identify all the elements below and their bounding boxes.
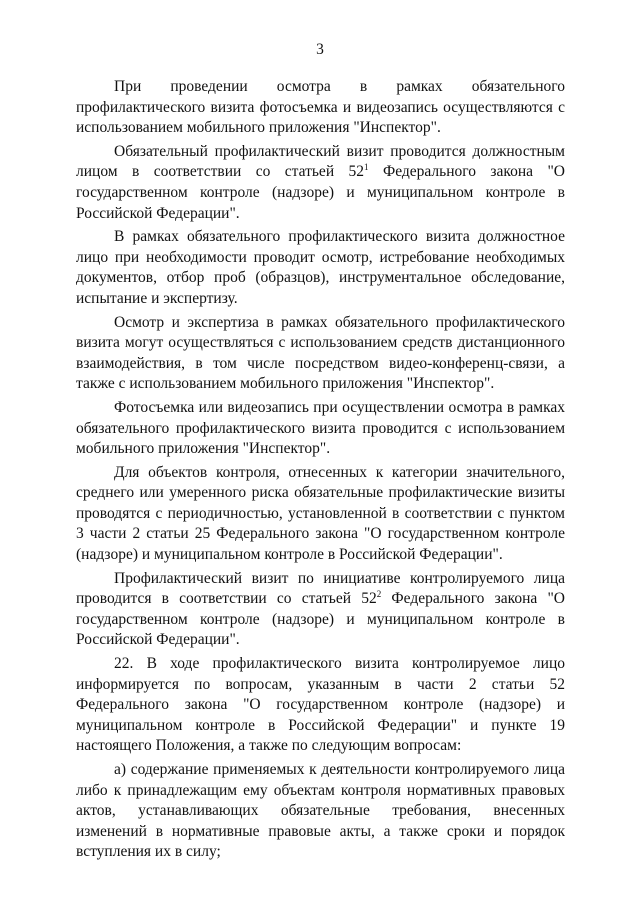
page-number: 3: [316, 41, 324, 58]
paragraph-visit-by-initiative: [76, 569, 565, 651]
paragraph-risk-category-periodicity: Для объектов контроля, отнесенных к категории значительного, среднего или умеренного риска обязательные профилактические визиты проводятся с периодичностью, установленной в соответствии с пунктом 3 части 2 статьи 25 Федерального закона "О государственном контроле (надзоре) и муниципальном контроле в Российской Федерации".: [76, 463, 565, 564]
paragraph-text-part: Профилактический визит по инициативе контролируемого лица проводится в соответствии со статьей 52: [76, 569, 565, 608]
paragraph-subitem-a: а) содержание применяемых к деятельности контролируемого лица либо к принадлежащим ему объектам контроля нормативных правовых актов, устанавливающих обязательные требования, внесенных изменений в нормативные правовые акты, а также сроки и порядок вступления их в силу;: [76, 761, 565, 861]
paragraph-mandatory-visit-official: [76, 142, 565, 224]
article-superscript: 1: [364, 162, 369, 173]
paragraph-text-part: Федерального закона "О государственном контроле (надзоре) и муниципальном контроле в Российской Федерации".: [76, 163, 565, 222]
paragraph-item-22: 22. В ходе профилактического визита контролируемое лицо информируется по вопросам, указанным в части 2 статьи 52 Федерального закона "О государственном контроле (надзоре) и муниципальном контроле в Российской Федерации" и пункте 19 настоящего Положения, а также по следующим вопросам:: [76, 655, 565, 755]
paragraph-visit-actions: В рамках обязательного профилактического визита должностное лицо при необходимости проводит осмотр, истребование необходимых документов, отбор проб (образцов), инструментальное обследование, испытание и экспертизу.: [76, 228, 565, 307]
article-superscript: 2: [376, 589, 382, 600]
paragraph-inspection-photo-video: При проведении осмотра в рамках обязательного профилактического визита фотосъемка и видеозапись осуществляются с использованием мобильного приложения "Инспектор".: [76, 78, 565, 137]
paragraph-text-part: Обязательный профилактический визит проводится должностным лицом в соответствии со статьей 52: [76, 142, 565, 181]
paragraph-photo-during-inspection: Фотосъемка или видеозапись при осуществлении осмотра в рамках обязательного профилактического визита проводится с использованием мобильного приложения "Инспектор".: [76, 398, 565, 458]
paragraph-text-part: Федерального закона "О государственном контроле (надзоре) и муниципальном контроле в Российской Федерации".: [76, 590, 565, 649]
paragraph-remote-inspection: Осмотр и экспертиза в рамках обязательного профилактического визита могут осуществляться с использованием средств дистанционного взаимодействия, в том числе посредством видео-конференц-связи, а также с использованием мобильного приложения "Инспектор".: [76, 313, 565, 393]
document-body: [76, 77, 565, 866]
